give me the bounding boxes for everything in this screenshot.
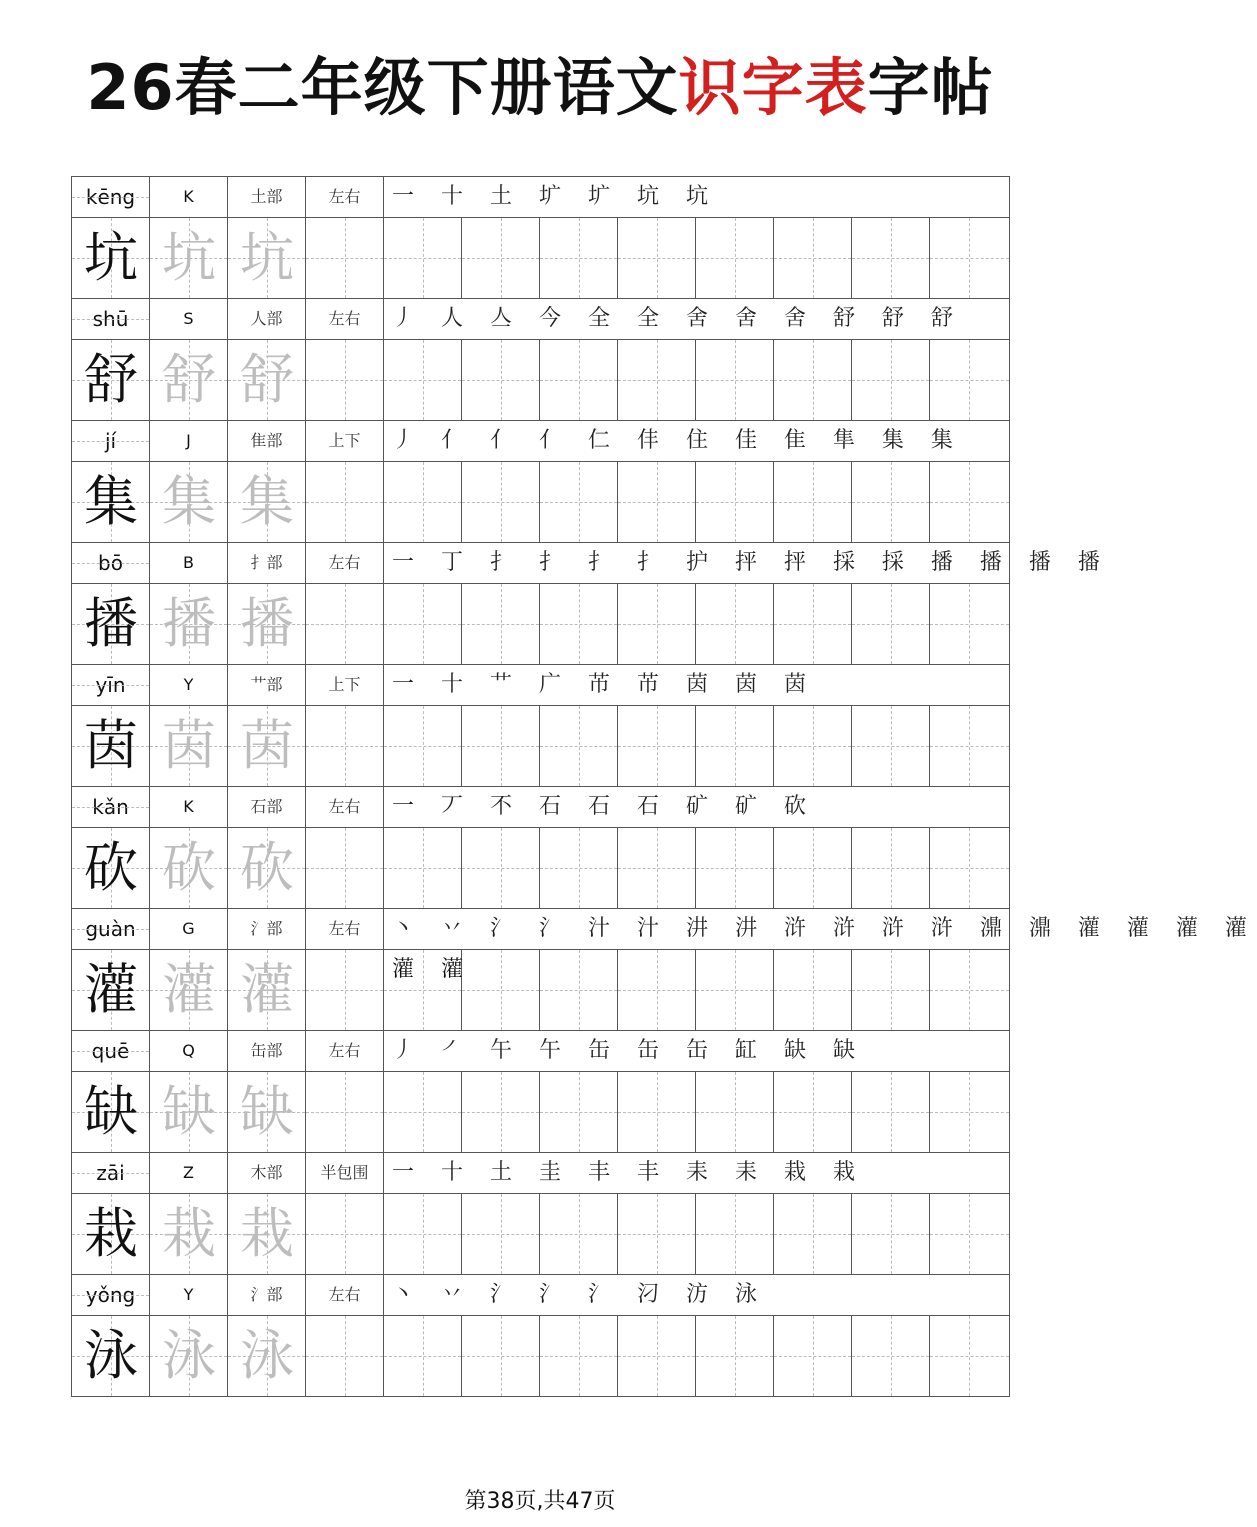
- model-char: 坑: [84, 226, 138, 289]
- trace-char: 栽: [162, 1202, 216, 1265]
- initial-letter: Y: [183, 675, 194, 694]
- structure: 左右: [328, 1041, 361, 1060]
- practice-box[interactable]: [384, 1316, 462, 1396]
- practice-box[interactable]: [540, 828, 618, 908]
- practice-box[interactable]: [384, 584, 462, 664]
- info-row: [72, 299, 1010, 340]
- char-entry: [72, 177, 1010, 299]
- practice-box[interactable]: [618, 584, 696, 664]
- pinyin-cell: [72, 421, 150, 461]
- radical: 氵部: [250, 919, 283, 938]
- practice-boxes: [384, 1194, 1010, 1274]
- practice-row: [72, 1072, 1010, 1153]
- trace-char: 缺: [240, 1080, 294, 1143]
- practice-boxes: [384, 1072, 1010, 1152]
- practice-box[interactable]: [930, 1072, 1010, 1152]
- model-char-cell: [72, 1316, 150, 1396]
- trace-cell: [228, 462, 306, 542]
- model-char: 播: [84, 592, 138, 655]
- model-char-cell: [72, 584, 150, 664]
- trace-cell: [228, 828, 306, 908]
- trace-char: 缺: [162, 1080, 216, 1143]
- practice-row: [72, 706, 1010, 787]
- stroke-order-cell: [384, 543, 1110, 583]
- trace-char: 泳: [240, 1324, 294, 1387]
- practice-boxes: [384, 706, 1010, 786]
- practice-box[interactable]: [774, 218, 852, 298]
- stroke-order: 丶 丷 氵 氵 汁 汁 汫 汫 浒 浒 浒 浒 濎 濎 灌 灌 灌 灌: [392, 916, 1257, 941]
- model-char-cell: [72, 706, 150, 786]
- trace-cell: [150, 1316, 228, 1396]
- trace-cell: [228, 1072, 306, 1152]
- initial-letter: Q: [182, 1041, 195, 1060]
- info-row: [72, 1275, 1010, 1316]
- char-entry: [72, 1031, 1010, 1153]
- pinyin: yīn: [95, 673, 126, 697]
- radical: 隹部: [250, 431, 283, 450]
- practice-boxes: [384, 584, 1010, 664]
- practice-box[interactable]: [540, 1316, 618, 1396]
- practice-box[interactable]: [930, 462, 1010, 542]
- structure: 左右: [328, 1285, 361, 1304]
- stroke-order-continued: 灌 灌: [392, 957, 473, 982]
- structure-cell: [306, 909, 384, 949]
- practice-boxes: [384, 1316, 1010, 1396]
- practice-box[interactable]: [306, 950, 384, 1030]
- practice-row: [72, 218, 1010, 299]
- pinyin-cell: [72, 177, 150, 217]
- practice-row: [72, 950, 1010, 1031]
- stroke-order-cell: [384, 421, 1010, 461]
- model-char-cell: [72, 218, 150, 298]
- practice-box[interactable]: [540, 218, 618, 298]
- practice-box[interactable]: [540, 706, 618, 786]
- initial-letter: Y: [183, 1285, 194, 1304]
- info-row: [72, 1153, 1010, 1194]
- letter-cell: [150, 787, 228, 827]
- structure-cell: [306, 1031, 384, 1071]
- practice-box[interactable]: [852, 1316, 930, 1396]
- radical: 艹部: [250, 675, 283, 694]
- structure: 左右: [328, 553, 361, 572]
- pinyin: jí: [104, 429, 117, 453]
- model-char: 茵: [84, 714, 138, 777]
- trace-cell: [228, 340, 306, 420]
- model-char-cell: [72, 828, 150, 908]
- practice-box[interactable]: [852, 584, 930, 664]
- trace-cell: [150, 340, 228, 420]
- trace-char: 茵: [162, 714, 216, 777]
- info-row: [72, 909, 1257, 950]
- stroke-order-cell: [384, 299, 1010, 339]
- practice-box[interactable]: [618, 1316, 696, 1396]
- practice-box[interactable]: [540, 340, 618, 420]
- practice-box[interactable]: [618, 950, 696, 1030]
- trace-char: 栽: [240, 1202, 294, 1265]
- letter-cell: [150, 1275, 228, 1315]
- practice-box[interactable]: [462, 828, 540, 908]
- info-row: [72, 543, 1110, 584]
- practice-box[interactable]: [462, 950, 540, 1030]
- practice-boxes: [384, 340, 1010, 420]
- practice-box[interactable]: [306, 828, 384, 908]
- pinyin: kǎn: [92, 795, 129, 819]
- practice-box[interactable]: [306, 1316, 384, 1396]
- practice-box[interactable]: [774, 828, 852, 908]
- title-highlight: 识字表: [678, 51, 868, 124]
- radical-cell: [228, 177, 306, 217]
- structure-cell: [306, 1153, 384, 1193]
- practice-box[interactable]: [852, 462, 930, 542]
- practice-box[interactable]: [696, 340, 774, 420]
- practice-box[interactable]: [930, 950, 1010, 1030]
- practice-box[interactable]: [618, 706, 696, 786]
- info-row: [72, 421, 1010, 462]
- practice-box[interactable]: [930, 340, 1010, 420]
- letter-cell: [150, 909, 228, 949]
- radical-cell: [228, 1031, 306, 1071]
- radical: 石部: [250, 797, 283, 816]
- radical: 木部: [250, 1163, 283, 1182]
- structure-cell: [306, 543, 384, 583]
- structure-cell: [306, 177, 384, 217]
- practice-box[interactable]: [852, 950, 930, 1030]
- pinyin-cell: [72, 787, 150, 827]
- pinyin-cell: [72, 543, 150, 583]
- info-row: [72, 787, 1010, 828]
- initial-letter: Z: [183, 1163, 194, 1182]
- trace-cell: [228, 218, 306, 298]
- model-char: 泳: [84, 1324, 138, 1387]
- practice-row: [72, 828, 1010, 909]
- structure: 上下: [328, 675, 361, 694]
- radical: 土部: [250, 187, 283, 206]
- structure-cell: [306, 787, 384, 827]
- model-char-cell: [72, 462, 150, 542]
- letter-cell: [150, 421, 228, 461]
- structure-cell: [306, 421, 384, 461]
- radical: 人部: [250, 309, 283, 328]
- practice-box[interactable]: [930, 584, 1010, 664]
- practice-box[interactable]: [930, 1316, 1010, 1396]
- radical-cell: [228, 1275, 306, 1315]
- structure: 上下: [328, 431, 361, 450]
- practice-box[interactable]: [462, 1194, 540, 1274]
- letter-cell: [150, 665, 228, 705]
- char-entry: [72, 299, 1010, 421]
- model-char-cell: [72, 950, 150, 1030]
- practice-row: [72, 462, 1010, 543]
- practice-box[interactable]: [384, 706, 462, 786]
- initial-letter: K: [183, 797, 194, 816]
- stroke-order-cell: [384, 1275, 1010, 1315]
- practice-box[interactable]: [696, 706, 774, 786]
- practice-row: [72, 1316, 1010, 1397]
- pinyin-cell: [72, 1275, 150, 1315]
- practice-box[interactable]: [384, 462, 462, 542]
- character-grid: [71, 176, 1257, 1397]
- trace-char: 集: [240, 470, 294, 533]
- initial-letter: B: [183, 553, 194, 572]
- trace-char: 坑: [240, 226, 294, 289]
- char-entry: [72, 787, 1010, 909]
- model-char: 集: [84, 470, 138, 533]
- radical-cell: [228, 787, 306, 827]
- practice-box[interactable]: [618, 340, 696, 420]
- practice-box[interactable]: [462, 1072, 540, 1152]
- stroke-order: 一 丆 不 石 石 石 矿 矿 砍: [392, 794, 816, 819]
- practice-boxes: [384, 828, 1010, 908]
- trace-char: 集: [162, 470, 216, 533]
- structure-cell: [306, 299, 384, 339]
- practice-box[interactable]: [852, 340, 930, 420]
- trace-cell: [228, 1316, 306, 1396]
- practice-row: [72, 340, 1010, 421]
- trace-cell: [228, 1194, 306, 1274]
- structure: 半包围: [320, 1163, 369, 1182]
- practice-boxes: [384, 462, 1010, 542]
- practice-box[interactable]: [696, 584, 774, 664]
- trace-cell: [150, 950, 228, 1030]
- stroke-order-cell: [384, 787, 1010, 827]
- practice-box[interactable]: [540, 950, 618, 1030]
- practice-box[interactable]: [930, 1194, 1010, 1274]
- practice-box[interactable]: [774, 1316, 852, 1396]
- stroke-order: 一 十 土 圭 丰 丰 耒 耒 栽 栽: [392, 1160, 865, 1185]
- practice-box[interactable]: [384, 218, 462, 298]
- pinyin-cell: [72, 1031, 150, 1071]
- pinyin-cell: [72, 665, 150, 705]
- char-entry: [72, 665, 1010, 787]
- practice-box[interactable]: [540, 1194, 618, 1274]
- practice-box[interactable]: [774, 1072, 852, 1152]
- char-entry: [72, 421, 1010, 543]
- trace-char: 砍: [162, 836, 216, 899]
- trace-cell: [150, 706, 228, 786]
- pinyin-cell: [72, 1153, 150, 1193]
- practice-box[interactable]: [618, 828, 696, 908]
- trace-cell: [150, 828, 228, 908]
- stroke-order-cell: [384, 909, 1257, 949]
- stroke-order: 丶 丷 氵 氵 氵 汈 汸 泳: [392, 1282, 767, 1307]
- trace-cell: [150, 218, 228, 298]
- letter-cell: [150, 1031, 228, 1071]
- practice-box[interactable]: [540, 462, 618, 542]
- practice-box[interactable]: [696, 218, 774, 298]
- trace-cell: [228, 950, 306, 1030]
- stroke-order: 一 十 艹 广 芇 芇 茵 茵 茵: [392, 672, 816, 697]
- pinyin: guàn: [85, 917, 136, 941]
- practice-box[interactable]: [774, 584, 852, 664]
- initial-letter: K: [183, 187, 194, 206]
- trace-char: 灌: [162, 958, 216, 1021]
- structure: 左右: [328, 187, 361, 206]
- pinyin-cell: [72, 299, 150, 339]
- practice-row: [72, 1194, 1010, 1275]
- model-char-cell: [72, 1194, 150, 1274]
- practice-row: [72, 584, 1010, 665]
- model-char: 缺: [84, 1080, 138, 1143]
- pinyin: yǒng: [85, 1283, 136, 1307]
- practice-box[interactable]: [384, 340, 462, 420]
- trace-char: 播: [162, 592, 216, 655]
- trace-char: 砍: [240, 836, 294, 899]
- practice-box[interactable]: [462, 584, 540, 664]
- stroke-order: 一 丁 扌 扌 扌 扌 护 抨 抨 採 採 播 播 播 播: [392, 550, 1110, 575]
- practice-box[interactable]: [462, 218, 540, 298]
- stroke-order: 丿 ㇒ 午 午 缶 缶 缶 缸 缺 缺: [392, 1038, 865, 1063]
- structure-cell: [306, 1275, 384, 1315]
- radical-cell: [228, 299, 306, 339]
- practice-box[interactable]: [618, 1194, 696, 1274]
- practice-box[interactable]: [930, 218, 1010, 298]
- pinyin: quē: [91, 1039, 130, 1063]
- letter-cell: [150, 1153, 228, 1193]
- info-row: [72, 1031, 1010, 1072]
- practice-box[interactable]: [540, 584, 618, 664]
- page-footer: 第38页,共47页: [464, 1489, 616, 1514]
- practice-box[interactable]: [852, 1194, 930, 1274]
- practice-box[interactable]: [306, 706, 384, 786]
- stroke-order-cell: [384, 1153, 1010, 1193]
- radical: 缶部: [250, 1041, 283, 1060]
- practice-box[interactable]: [306, 1072, 384, 1152]
- char-entry: [72, 543, 1110, 665]
- practice-box[interactable]: [852, 218, 930, 298]
- practice-box[interactable]: [462, 1316, 540, 1396]
- pinyin: bō: [98, 551, 123, 575]
- practice-box[interactable]: [306, 340, 384, 420]
- practice-box[interactable]: [306, 218, 384, 298]
- pinyin: zāi: [96, 1161, 125, 1185]
- char-entry: [72, 1153, 1010, 1275]
- stroke-order-cell: [384, 177, 1010, 217]
- practice-box[interactable]: [696, 1072, 774, 1152]
- info-row: [72, 665, 1010, 706]
- stroke-order: 丿 亻 亻 亻 仁 仹 住 佳 隹 隼 集 集: [392, 428, 963, 453]
- model-char: 灌: [84, 958, 138, 1021]
- radical-cell: [228, 543, 306, 583]
- trace-char: 舒: [240, 348, 294, 411]
- model-char-cell: [72, 340, 150, 420]
- letter-cell: [150, 177, 228, 217]
- info-row: [72, 177, 1010, 218]
- trace-char: 坑: [162, 226, 216, 289]
- practice-box[interactable]: [540, 1072, 618, 1152]
- title-part3: 字帖: [867, 51, 994, 124]
- practice-box[interactable]: [930, 706, 1010, 786]
- practice-boxes: [384, 950, 1010, 1030]
- radical: 氵部: [250, 1285, 283, 1304]
- trace-char: 茵: [240, 714, 294, 777]
- radical-cell: [228, 1153, 306, 1193]
- title-part1: 26春二年级下册语文: [86, 51, 679, 124]
- stroke-order: 一 十 土 圹 圹 坑 坑: [392, 184, 718, 209]
- model-char: 砍: [84, 836, 138, 899]
- pinyin: shū: [92, 307, 129, 331]
- practice-box[interactable]: [852, 828, 930, 908]
- practice-box[interactable]: [696, 462, 774, 542]
- stroke-order-cell: [384, 1031, 1010, 1071]
- initial-letter: G: [182, 919, 195, 938]
- practice-box[interactable]: [384, 1072, 462, 1152]
- structure: 左右: [328, 919, 361, 938]
- practice-box[interactable]: [618, 1072, 696, 1152]
- practice-box[interactable]: [774, 340, 852, 420]
- page-title: [0, 48, 1080, 128]
- letter-cell: [150, 299, 228, 339]
- char-entry: [72, 1275, 1010, 1397]
- trace-char: 播: [240, 592, 294, 655]
- radical: 扌部: [250, 553, 283, 572]
- char-entry: [72, 909, 1257, 1031]
- practice-boxes: [384, 218, 1010, 298]
- practice-box[interactable]: [462, 706, 540, 786]
- trace-cell: [228, 584, 306, 664]
- trace-cell: [228, 706, 306, 786]
- practice-box[interactable]: [696, 828, 774, 908]
- radical-cell: [228, 909, 306, 949]
- structure: 左右: [328, 309, 361, 328]
- practice-box[interactable]: [462, 462, 540, 542]
- letter-cell: [150, 543, 228, 583]
- trace-char: 泳: [162, 1324, 216, 1387]
- trace-cell: [150, 1194, 228, 1274]
- practice-box[interactable]: [462, 340, 540, 420]
- structure: 左右: [328, 797, 361, 816]
- practice-box[interactable]: [930, 828, 1010, 908]
- model-char: 栽: [84, 1202, 138, 1265]
- model-char: 舒: [84, 348, 138, 411]
- stroke-order-cell: [384, 665, 1010, 705]
- practice-box[interactable]: [774, 950, 852, 1030]
- trace-char: 灌: [240, 958, 294, 1021]
- practice-box[interactable]: [774, 462, 852, 542]
- practice-box[interactable]: [306, 1194, 384, 1274]
- practice-box[interactable]: [696, 1194, 774, 1274]
- model-char-cell: [72, 1072, 150, 1152]
- initial-letter: S: [183, 309, 194, 328]
- structure-cell: [306, 665, 384, 705]
- radical-cell: [228, 421, 306, 461]
- pinyin-cell: [72, 909, 150, 949]
- practice-box[interactable]: [696, 1316, 774, 1396]
- trace-char: 舒: [162, 348, 216, 411]
- practice-box[interactable]: [384, 828, 462, 908]
- pinyin: kēng: [85, 185, 136, 209]
- practice-box[interactable]: [306, 462, 384, 542]
- trace-cell: [150, 1072, 228, 1152]
- radical-cell: [228, 665, 306, 705]
- practice-box[interactable]: [618, 218, 696, 298]
- practice-box[interactable]: [696, 950, 774, 1030]
- initial-letter: J: [186, 431, 191, 450]
- trace-cell: [150, 584, 228, 664]
- practice-box[interactable]: [618, 462, 696, 542]
- practice-box[interactable]: [852, 706, 930, 786]
- stroke-order: 丿 人 亼 今 全 全 舍 舍 舍 舒 舒 舒: [392, 306, 963, 331]
- practice-box[interactable]: [852, 1072, 930, 1152]
- practice-box[interactable]: [774, 1194, 852, 1274]
- practice-box[interactable]: [774, 706, 852, 786]
- practice-box[interactable]: [306, 584, 384, 664]
- practice-box[interactable]: [384, 1194, 462, 1274]
- trace-cell: [150, 462, 228, 542]
